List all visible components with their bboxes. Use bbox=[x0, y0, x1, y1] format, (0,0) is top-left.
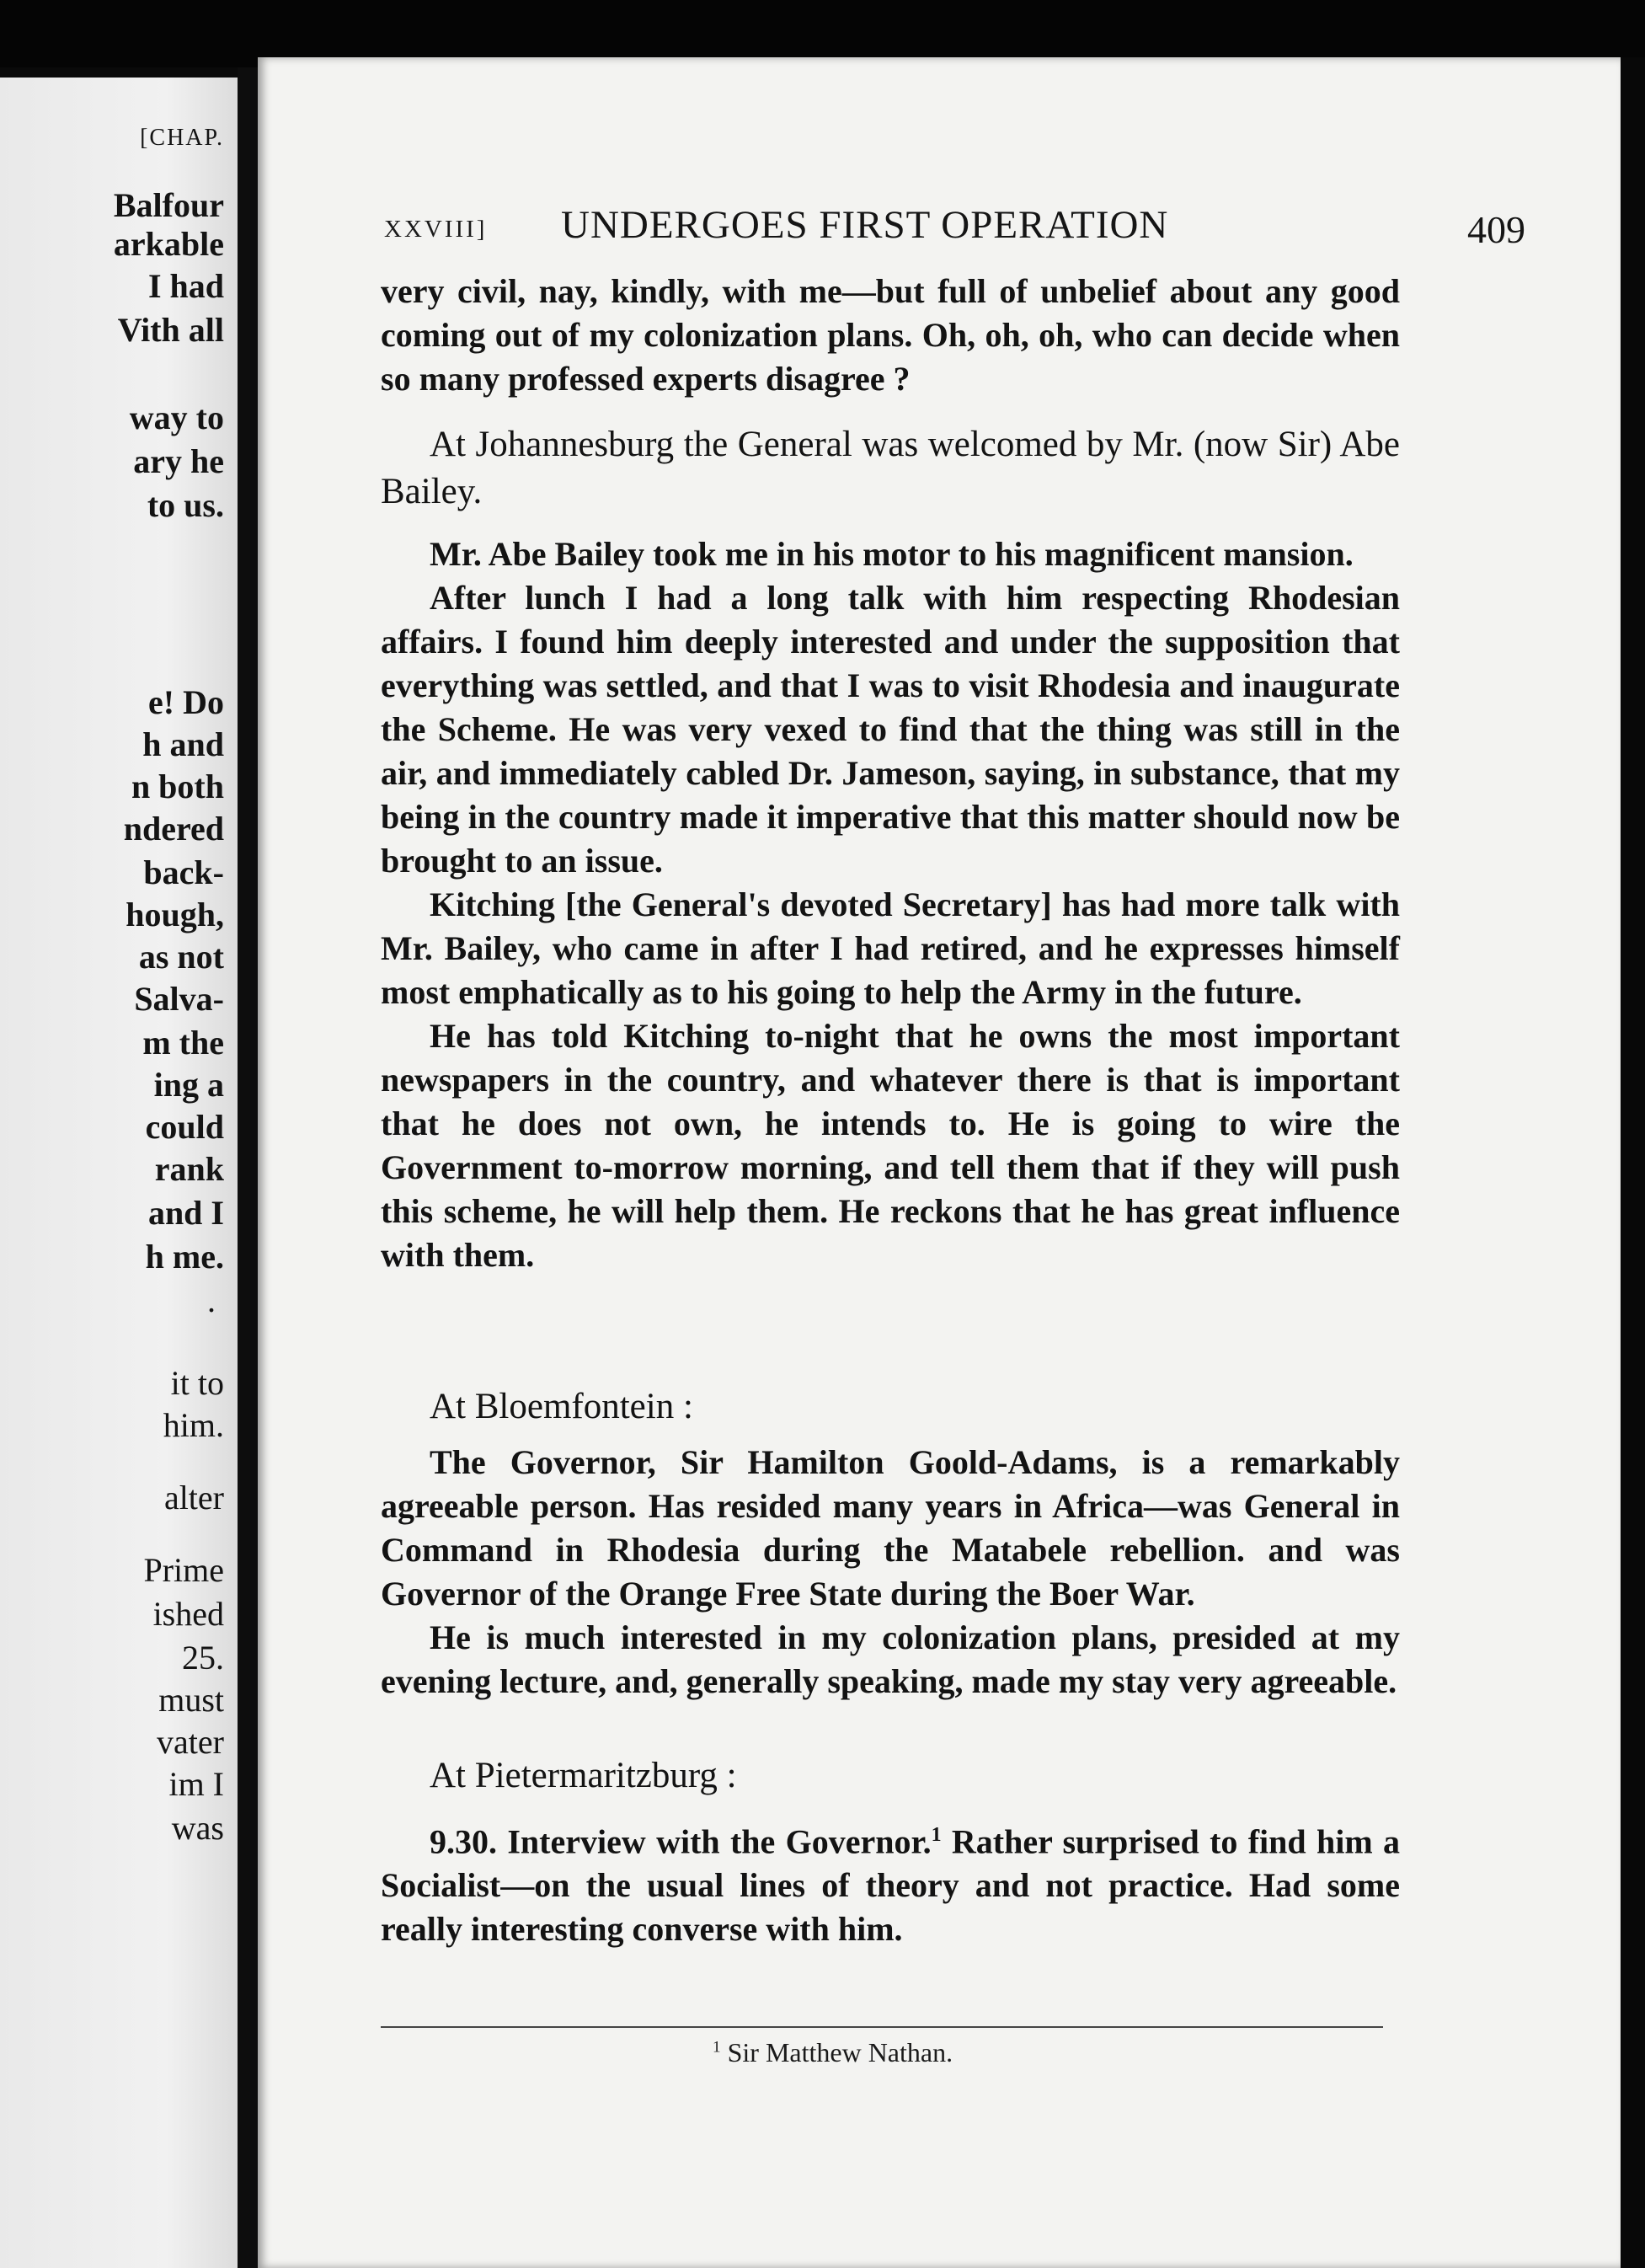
paragraph-text: At Pietermaritzburg : bbox=[430, 1756, 737, 1795]
paragraph-text: He is much interested in my colonization plans, presided at my evening lecture, and, generally speaking, made my stay very agreeable. bbox=[381, 1618, 1400, 1700]
facing-page-line: alter bbox=[163, 1479, 224, 1516]
facing-page-line: could bbox=[145, 1108, 224, 1146]
book-page bbox=[258, 57, 1621, 2268]
footnote bbox=[713, 2037, 953, 2068]
facing-page-line: ary he bbox=[133, 442, 224, 480]
scan-right-border bbox=[1621, 57, 1645, 2268]
facing-page-line: h me. bbox=[145, 1238, 224, 1276]
running-header bbox=[384, 202, 1645, 261]
footnote-reference: 1 bbox=[931, 1824, 942, 1846]
paragraph-text: He has told Kitching to-night that he owns the most important newspapers in the country, and whatever there is that is important that he does not own, he intends to. He is going to wire the Government to-morrow morning, and tell them that if they will push this scheme, he will help them. He reckons that he has great influence with them. bbox=[381, 1017, 1400, 1274]
facing-page-line: I had bbox=[147, 267, 224, 305]
paragraph-text: The Governor, Sir Hamilton Goold-Adams, is a remarkably agreeable person. Has resided many years in Africa—was General in Command in Rhodesia during the Matabele rebellion. and was Governor of the Orange Free State during the Boer War. bbox=[381, 1443, 1400, 1613]
paragraph-text: At Bloemfontein : bbox=[430, 1387, 693, 1426]
paragraph-text: At Johannesburg the General was welcomed by Mr. (now Sir) Abe Bailey. bbox=[381, 425, 1400, 511]
facing-page-line: Salva- bbox=[134, 980, 224, 1018]
running-title: UNDERGOES FIRST OPERATION bbox=[561, 203, 1169, 247]
facing-page-line: must bbox=[158, 1681, 224, 1719]
entry-rest-text: Rather surprised to find him a Socialist—on the usual lines of theory and not practice. Had some really interesting converse with him. bbox=[381, 1822, 1400, 1949]
facing-page-line: Vith all bbox=[117, 311, 224, 349]
chapter-number: XXVIII] bbox=[384, 216, 488, 243]
facing-page-line: and I bbox=[147, 1194, 224, 1232]
facing-page-line: m the bbox=[142, 1024, 224, 1062]
facing-page-line: to us. bbox=[147, 486, 224, 524]
page-gutter bbox=[238, 67, 258, 2268]
page-number: 409 bbox=[1467, 208, 1525, 251]
facing-page-line: as not bbox=[138, 938, 224, 976]
facing-page-line: him. bbox=[163, 1406, 224, 1444]
paragraph-text: Mr. Abe Bailey took me in his motor to his magnificent mansion. bbox=[430, 535, 1354, 573]
diary-entry-johannesburg bbox=[381, 532, 1400, 1277]
paragraph-text bbox=[381, 1813, 1400, 1951]
facing-page-line: Prime bbox=[143, 1551, 224, 1589]
facing-page-line: Balfour bbox=[113, 186, 224, 224]
facing-page-line: was bbox=[171, 1809, 224, 1847]
footnote-marker: 1 bbox=[713, 2038, 721, 2057]
diary-entry-pietermaritzburg bbox=[381, 1813, 1400, 1951]
place-heading-bloemfontein bbox=[381, 1383, 1400, 1431]
facing-page-line: way to bbox=[129, 399, 224, 436]
facing-page-line: it to bbox=[170, 1364, 224, 1402]
facing-page-line: vater bbox=[157, 1723, 224, 1761]
narrative-paragraph-johannesburg bbox=[381, 421, 1400, 516]
facing-page-line: 25. bbox=[182, 1639, 224, 1677]
facing-page-line: hough, bbox=[126, 896, 224, 933]
entry-time-text: 9.30. Interview with the Governor. bbox=[430, 1822, 932, 1861]
facing-page-line: h and bbox=[142, 725, 224, 763]
footnote-text: Sir Matthew Nathan. bbox=[720, 2037, 953, 2067]
diary-entry-bloemfontein bbox=[381, 1441, 1400, 1704]
paragraph-continued bbox=[381, 270, 1400, 401]
facing-page-line: n both bbox=[131, 768, 224, 805]
paragraph-text: very civil, nay, kindly, with me—but full of unbelief about any good coming out of my colonization plans. Oh, oh, oh, who can decide when so many professed experts disagree ? bbox=[381, 272, 1400, 398]
paragraph-text: Kitching [the General's devoted Secretary] has had more talk with Mr. Bailey, who came in after I had retired, and he expresses himself most emphatically as to his going to help the Army in the future. bbox=[381, 885, 1400, 1011]
facing-page-line: arkable bbox=[113, 225, 224, 263]
facing-page-line: . bbox=[207, 1281, 216, 1319]
paragraph-text: After lunch I had a long talk with him respecting Rhodesian affairs. I found him deeply interested and under the supposition that everything was settled, and that I was to visit Rhodesia and inaugurate the Scheme. He was very vexed to find that the thing was still in the air, and immediately cabled Dr. Jameson, saying, in substance, that my being in the country made it imperative that this matter should now be brought to an issue. bbox=[381, 579, 1400, 880]
place-heading-pietermaritzburg bbox=[381, 1752, 1400, 1800]
facing-page-line: e! Do bbox=[148, 683, 224, 721]
facing-page-line: rank bbox=[154, 1150, 224, 1188]
footnote-divider bbox=[381, 2026, 1383, 2028]
facing-page-line: ing a bbox=[153, 1066, 224, 1104]
facing-page-fragment bbox=[0, 78, 238, 2268]
facing-page-line: im I bbox=[168, 1765, 224, 1803]
facing-page-line: back- bbox=[143, 853, 224, 891]
facing-page-line: ished bbox=[152, 1595, 224, 1633]
facing-page-line: [CHAP. bbox=[140, 125, 224, 151]
facing-page-line: ndered bbox=[123, 810, 224, 848]
